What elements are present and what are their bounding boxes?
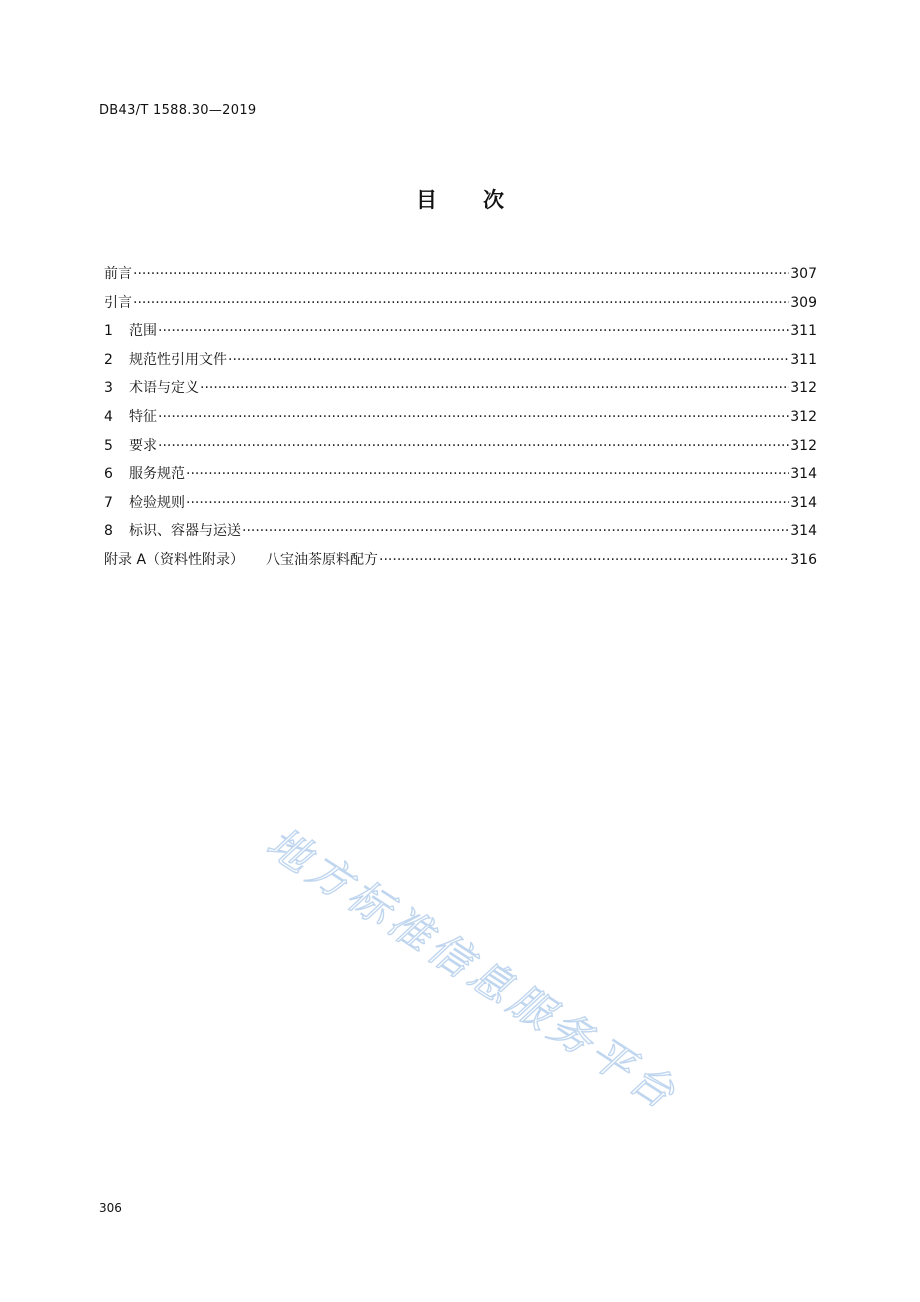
toc-leader-dots [133,264,789,284]
toc-item-scope[interactable] [104,321,817,350]
toc-appendix-label: 附录 A（资料性附录） [104,551,245,568]
toc-item-normative-references[interactable] [104,350,817,379]
toc-item-page: 312 [790,380,817,397]
toc-leader-dots [158,321,789,341]
toc-item-inspection-rules[interactable] [104,493,817,522]
toc-item-characteristics[interactable] [104,407,817,436]
toc-item-terms-definitions[interactable] [104,378,817,407]
toc-item-page: 312 [790,437,817,454]
toc-item-page: 314 [790,494,817,511]
toc-item-page: 309 [790,294,817,311]
toc-item-number: 8 [104,523,113,540]
toc-item-label: 检验规则 [129,494,185,511]
toc-item-label: 服务规范 [129,466,185,483]
toc-leader-dots [158,436,789,456]
toc-item-number: 5 [104,437,113,454]
toc-item-foreword[interactable] [104,264,817,293]
toc-item-page: 312 [790,408,817,425]
toc-item-number: 3 [104,380,113,397]
toc-leader-dots [133,293,789,313]
toc-item-number: 2 [104,351,113,368]
toc-item-number: 6 [104,466,113,483]
toc-leader-dots [242,521,789,541]
toc-item-label: 规范性引用文件 [129,351,227,368]
toc-item-label: 前言 [104,266,132,282]
toc-item-introduction[interactable] [104,293,817,322]
standard-code: DB43/T 1588.30—2019 [99,103,257,118]
toc-appendix-title: 八宝油茶原料配方 [266,551,379,568]
toc-item-page: 314 [790,523,817,540]
toc-item-appendix-a[interactable] [104,550,817,579]
toc-item-label: 范围 [129,323,157,340]
toc-leader-dots [186,493,789,513]
table-of-contents [104,264,817,579]
toc-item-label: 术语与定义 [129,380,199,397]
toc-leader-dots [186,464,789,484]
toc-item-label: 特征 [129,408,157,425]
toc-leader-dots [158,407,789,427]
toc-item-labeling-containers-transport[interactable] [104,521,817,550]
toc-item-page: 316 [790,551,817,568]
toc-leader-dots [228,350,789,370]
toc-item-page: 311 [790,351,817,368]
toc-item-number: 1 [104,323,113,340]
toc-leader-dots [200,378,789,398]
page-title: 目次 [416,188,550,212]
toc-leader-dots [379,550,789,570]
toc-item-label: 引言 [104,294,132,311]
toc-item-number: 4 [104,408,113,425]
toc-item-label: 要求 [129,437,157,454]
toc-item-requirements[interactable] [104,436,817,465]
toc-item-page: 314 [790,466,817,483]
page-number: 306 [99,1201,122,1215]
toc-item-page: 311 [790,323,817,340]
toc-item-label [104,550,378,570]
watermark: 地方标准信息服务平台 [258,817,688,1121]
toc-item-service-specification[interactable] [104,464,817,493]
toc-item-number: 7 [104,494,113,511]
toc-item-page: 307 [790,266,817,282]
toc-item-label: 标识、容器与运送 [129,523,241,540]
